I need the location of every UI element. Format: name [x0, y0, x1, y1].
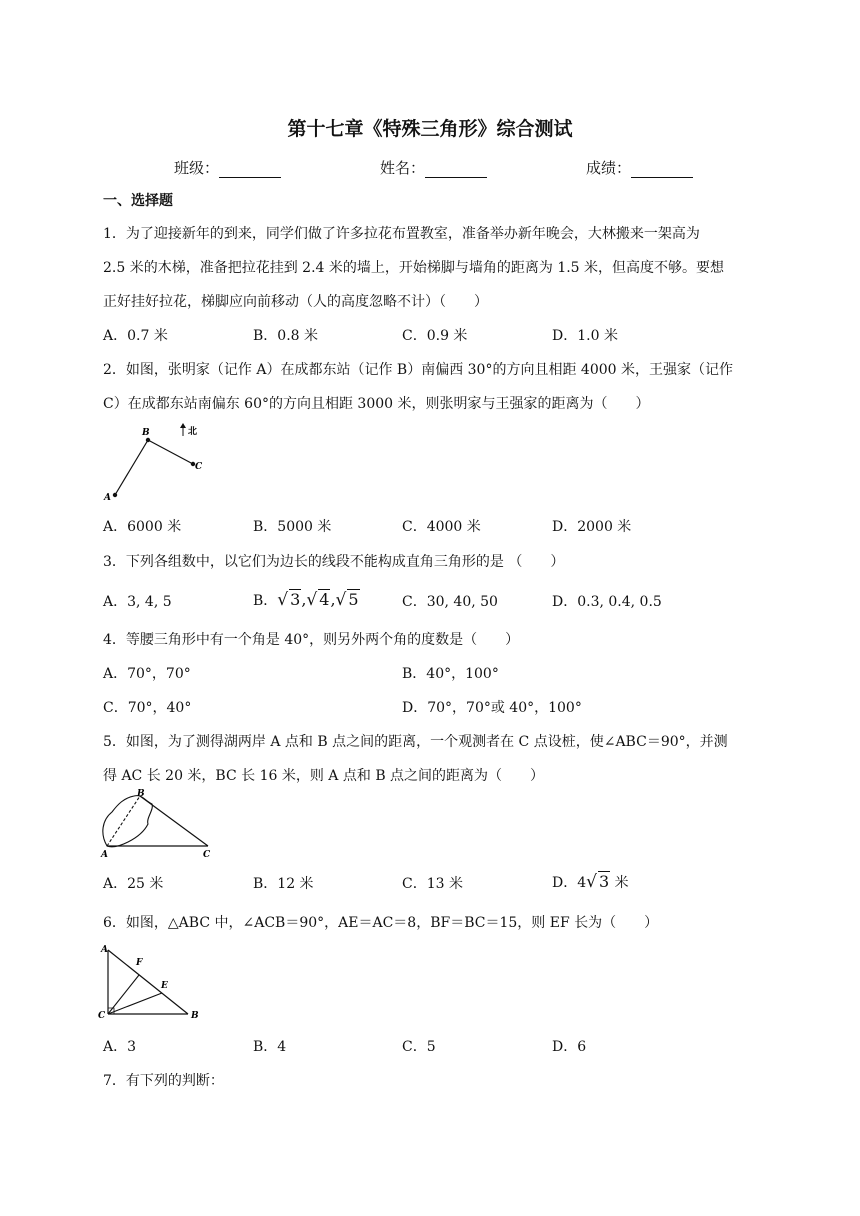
q6-option-a[interactable]: A．3: [103, 1039, 137, 1055]
q6-figure: [98, 940, 210, 1022]
q5-line: 得 AC 长 20 米，BC 长 16 米，则 A 点和 B 点之间的距离为（ ）: [103, 768, 545, 784]
q5-option-c[interactable]: C．13 米: [402, 876, 463, 892]
name-field: [380, 157, 487, 178]
q2-figure: [100, 420, 220, 502]
q5-label-c: C: [203, 850, 211, 860]
q5-label-a: A: [101, 850, 108, 860]
class-blank[interactable]: [219, 163, 281, 178]
q5-option-d[interactable]: D．4√ 3 米: [552, 872, 629, 892]
q3-option-c[interactable]: C．30, 40, 50: [402, 594, 498, 610]
radicand: 5: [348, 590, 359, 609]
page-title: 第十七章《特殊三角形》综合测试: [287, 118, 573, 140]
q3-option-b-prefix: B．: [253, 593, 278, 609]
q1-option-d[interactable]: D．1.0 米: [552, 328, 618, 344]
q1-option-a[interactable]: A．0.7 米: [103, 328, 168, 344]
q4-option-c[interactable]: C．70°，40°: [103, 700, 192, 716]
q6-label-c: C: [98, 1011, 106, 1021]
q7-line: 7．有下列的判断：: [103, 1073, 224, 1089]
section-heading: 一、选择题: [103, 193, 173, 209]
q2-label-c: C: [195, 462, 203, 472]
q1-line: 正好挂好拉花，梯脚应向前移动（人的高度忽略不计）（ ）: [103, 294, 488, 310]
q2-line: C）在成都东站南偏东 60°的方向且相距 3000 米，则张明家与王强家的距离为（ ）: [103, 396, 650, 412]
name-blank[interactable]: [425, 163, 487, 178]
q5-option-a[interactable]: A．25 米: [103, 876, 164, 892]
q2-option-a[interactable]: A．6000 米: [103, 519, 182, 535]
class-label: 班级：: [174, 159, 220, 177]
q2-option-b[interactable]: B．5000 米: [253, 519, 332, 535]
q5-option-b[interactable]: B．12 米: [253, 876, 314, 892]
q1-line: 1．为了迎接新年的到来，同学们做了许多拉花布置教室，准备举办新年晚会，大林搬来一架高为: [103, 226, 700, 242]
q5-line: 5．如图，为了测得湖两岸 A 点和 B 点之间的距离，一个观测者在 C 点设桩，使∠ABC＝90°，并测: [103, 734, 728, 750]
q6-line: 6．如图，△ABC 中，∠ACB＝90°，AE＝AC＝8，BF＝BC＝15，则 EF 长为（ ）: [103, 915, 659, 931]
radicand: 3: [598, 872, 610, 891]
q2-line: 2．如图，张明家（记作 A）在成都东站（记作 B）南偏西 30°的方向且相距 4000 米，王强家（记作: [103, 362, 733, 378]
class-field: [174, 157, 281, 178]
q6-option-b[interactable]: B．4: [253, 1039, 287, 1055]
q2-option-d[interactable]: D．2000 米: [552, 519, 632, 535]
q2-label-a: A: [104, 493, 111, 502]
q1-option-b[interactable]: B．0.8 米: [253, 328, 319, 344]
score-blank[interactable]: [631, 163, 693, 178]
q5-option-d-prefix: D．4: [552, 875, 587, 891]
q6-option-d[interactable]: D．6: [552, 1039, 587, 1055]
q1-option-c[interactable]: C．0.9 米: [402, 328, 468, 344]
q3-line: 3．下列各组数中，以它们为边长的线段不能构成直角三角形的是 （ ）: [103, 554, 565, 570]
q2-option-c[interactable]: C．4000 米: [402, 519, 481, 535]
q6-label-f: F: [136, 958, 143, 968]
q1-line: 2.5 米的木梯，准备把拉花挂到 2.4 米的墙上，开始梯脚与墙角的距离为 1.5 米，但高度不够。要想: [103, 260, 725, 276]
q4-line: 4．等腰三角形中有一个角是 40°，则另外两个角的度数是（ ）: [103, 632, 520, 648]
q3-option-d[interactable]: D．0.3, 0.4, 0.5: [552, 594, 662, 610]
q4-option-b[interactable]: B．40°，100°: [402, 666, 499, 682]
q3-option-b[interactable]: B．√ 3,√ 4,√ 5: [253, 590, 359, 610]
q5-option-d-suffix: 米: [614, 875, 629, 891]
q6-label-b: B: [191, 1011, 199, 1021]
q6-option-c[interactable]: C．5: [402, 1039, 436, 1055]
q4-option-a[interactable]: A．70°，70°: [103, 666, 191, 682]
name-label: 姓名：: [380, 159, 426, 177]
q5-label-b: B: [137, 789, 145, 799]
q4-option-d[interactable]: D．70°，70°或 40°，100°: [402, 700, 582, 716]
north-label: 北: [188, 427, 198, 437]
q6-label-e: E: [161, 981, 168, 991]
q3-option-a[interactable]: A．3, 4, 5: [103, 594, 172, 610]
score-field: [586, 157, 693, 178]
score-label: 成绩：: [586, 159, 632, 177]
q2-label-b: B: [142, 428, 150, 438]
q6-label-a: A: [101, 945, 108, 955]
radicand: 3: [290, 590, 301, 609]
q5-figure: [98, 786, 216, 860]
radicand: 4: [319, 590, 330, 609]
